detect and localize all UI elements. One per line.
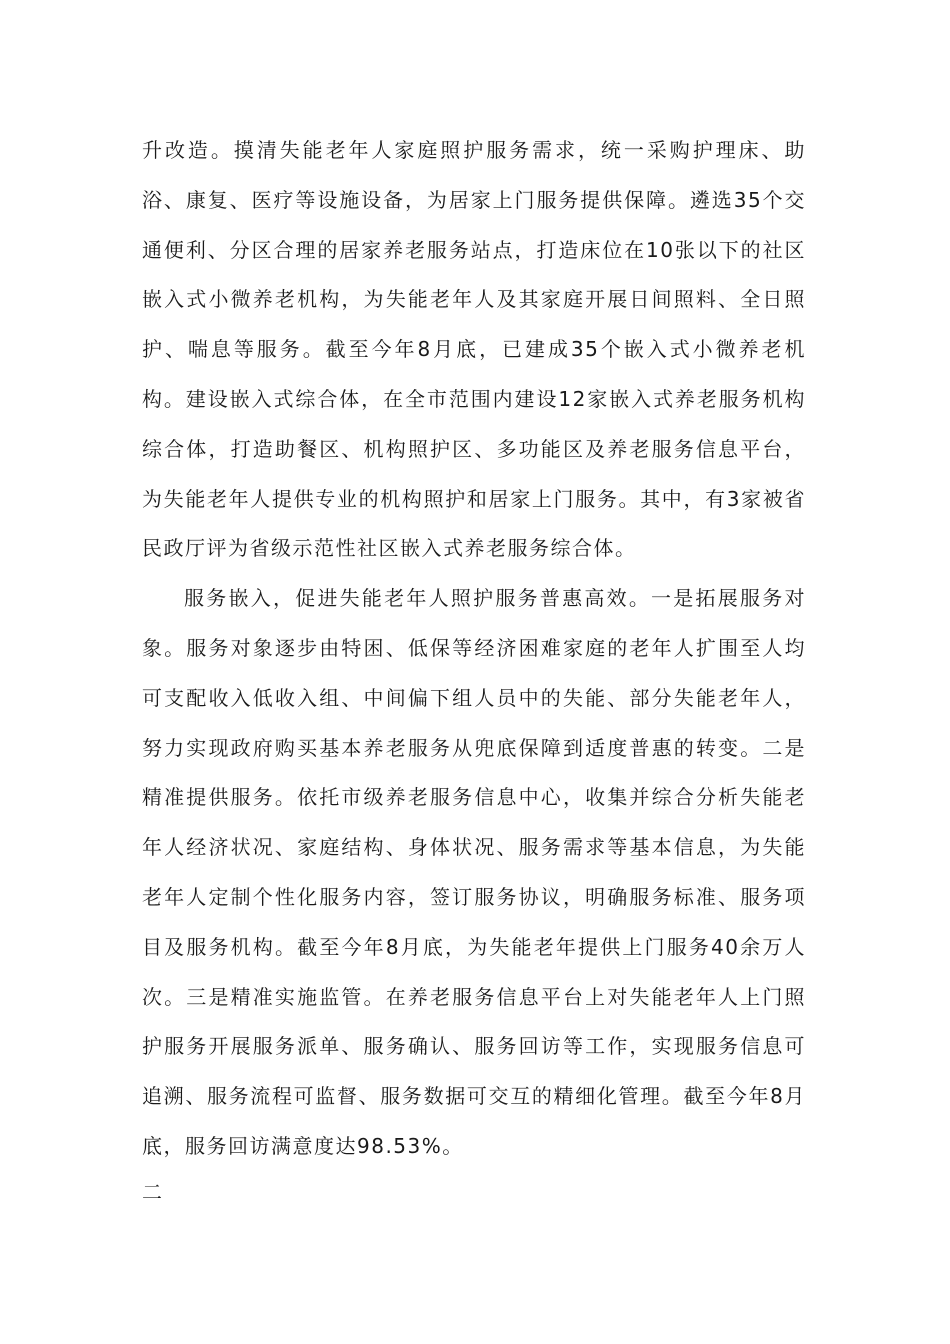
paragraph-service-embedding: 服务嵌入，促进失能老年人照护服务普惠高效。一是拓展服务对象。服务对象逐步由特困、低保等经济困难家庭的老年人扩围至人均可支配收入低收入组、中间偏下组人员中的失能、部分失能老年人，努力实现政府购买基本养老服务从兜底保障到适度普惠的转变。二是精准提供服务。依托市级养老服务信息中心，收集并综合分析失能老年人经济状况、家庭结构、身体状况、服务需求等基本信息，为失能老年人定制个性化服务内容，签订服务协议，明确服务标准、服务项目及服务机构。截至今年8月底，为失能老年提供上门服务40余万人次。三是精准实施监管。在养老服务信息平台上对失能老年人上门照护服务开展服务派单、服务确认、服务回访等工作，实现服务信息可追溯、服务流程可监督、服务数据可交互的精细化管理。截至今年8月底，服务回访满意度达98.53%。 [142, 586, 806, 1158]
document-body [142, 126, 806, 1172]
paragraph-facility-embedding: 升改造。摸清失能老年人家庭照护服务需求，统一采购护理床、助浴、康复、医疗等设施设备，为居家上门服务提供保障。遴选35个交通便利、分区合理的居家养老服务站点，打造床位在10张以下的社区嵌入式小微养老机构，为失能老年人及其家庭开展日间照料、全日照护、喘息等服务。截至今年8月底，已建成35个嵌入式小微养老机构。建设嵌入式综合体，在全市范围内建设12家嵌入式养老服务机构综合体，打造助餐区、机构照护区、多功能区及养老服务信息平台，为失能老年人提供专业的机构照护和居家上门服务。其中，有3家被省民政厅评为省级示范性社区嵌入式养老服务综合体。 [142, 138, 806, 561]
section-marker: 二 [142, 1180, 162, 1204]
